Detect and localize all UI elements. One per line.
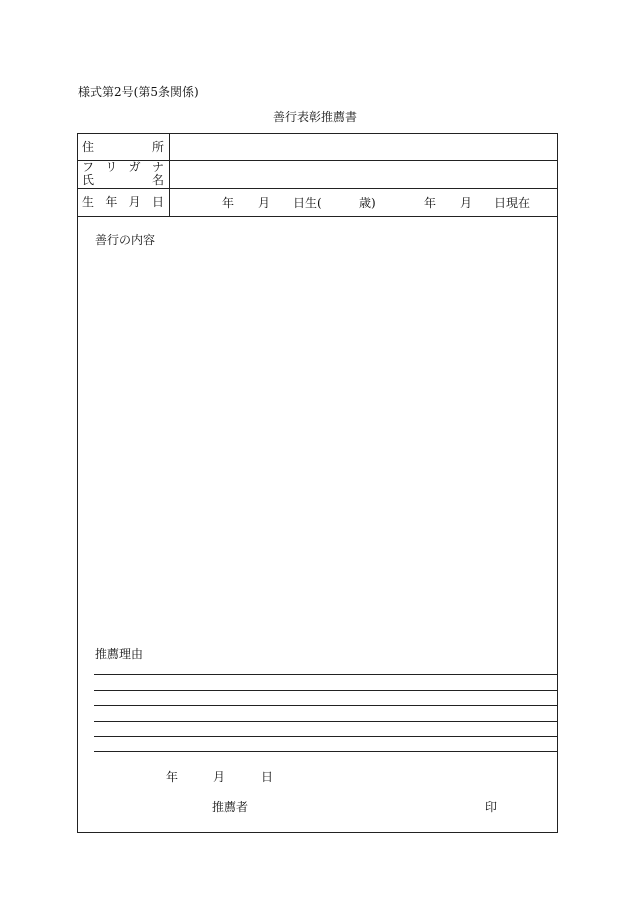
- birthdate-label-char: 年: [105, 195, 118, 209]
- name-field: [170, 161, 556, 188]
- birth-month-unit: 月: [258, 196, 271, 210]
- address-field: [170, 134, 556, 160]
- form-number: 様式第2号(第5条関係): [78, 85, 199, 99]
- furigana-label-char: リ: [105, 160, 118, 174]
- reason-writing-line: [94, 705, 557, 706]
- reason-writing-line: [94, 674, 557, 675]
- name-label-char: 名: [151, 173, 164, 187]
- age-unit: 歳): [359, 196, 376, 210]
- reason-label: 推薦理由: [95, 647, 144, 661]
- seal-mark: 印: [485, 800, 498, 814]
- table-rule-birthdate-bottom: [77, 216, 558, 217]
- birthdate-label-char: 月: [128, 195, 141, 209]
- as-of-day-unit: 日現在: [494, 196, 531, 210]
- reason-writing-line: [94, 690, 557, 691]
- name-label: [82, 174, 164, 187]
- as-of-month-unit: 月: [460, 196, 473, 210]
- reason-writing-line: [94, 751, 557, 752]
- address-label-char: 所: [151, 140, 164, 154]
- birth-year-unit: 年: [222, 196, 235, 210]
- birthdate-label: [82, 196, 164, 209]
- reason-writing-line: [94, 736, 557, 737]
- good-deed-area: [78, 250, 556, 640]
- address-label: [82, 141, 164, 154]
- date-year-unit: 年: [166, 770, 179, 784]
- address-label-char: 住: [82, 140, 95, 154]
- date-month-unit: 月: [213, 770, 226, 784]
- furigana-label-char: ガ: [128, 160, 141, 174]
- birthdate-label-char: 生: [82, 195, 95, 209]
- form-title: 善行表彰推薦書: [272, 110, 357, 124]
- furigana-label-char: フ: [82, 160, 95, 174]
- name-label-char: 氏: [82, 173, 95, 187]
- date-day-unit: 日: [261, 770, 274, 784]
- recommender-label: 推薦者: [212, 800, 249, 814]
- birthdate-label-char: 日: [151, 195, 164, 209]
- reason-writing-line: [94, 721, 557, 722]
- birth-day-unit: 日生(: [293, 196, 322, 210]
- good-deed-label: 善行の内容: [95, 233, 156, 247]
- as-of-year-unit: 年: [424, 196, 437, 210]
- furigana-label-char: ナ: [151, 160, 164, 174]
